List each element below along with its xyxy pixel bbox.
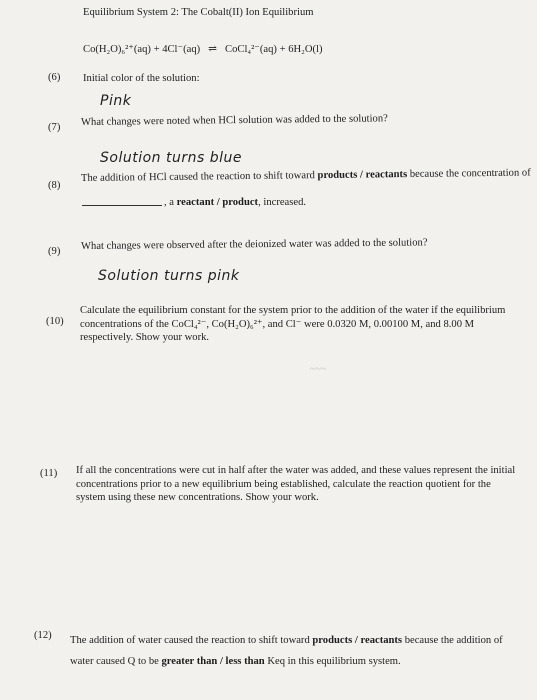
question-12-option-greater-less: greater than / less than <box>161 656 265 667</box>
question-11-text: If all the concentrations were cut in half after the water was added, and these values represent the initial concentrations prior to a new equilibrium being established, calculate the reaction quotient for the system using these new concentrations. Show your work. <box>76 465 516 503</box>
question-8-number: (8) <box>48 180 61 191</box>
question-12-option-products-reactants: products / reactants <box>312 635 403 646</box>
question-10-number: (10) <box>46 316 64 327</box>
faint-show-through-mark: ~~~ <box>310 364 327 375</box>
question-9-answer: Solution turns pink <box>98 268 240 284</box>
question-8-option-reactant-product: reactant / product <box>176 197 259 208</box>
question-8-line-1: The addition of HCl caused the reaction to shift toward products / reactants because the concentration of <box>80 167 531 184</box>
equation-products: CoCl₄²⁻(aq) + 6H₂O(l) <box>225 44 323 55</box>
question-7-number: (7) <box>48 122 61 133</box>
question-8-option-products-reactants: products / reactants <box>317 169 408 182</box>
equation-reactants: Co(H₂O)₆²⁺(aq) + 4Cl⁻(aq) <box>83 44 201 55</box>
question-10-text: Calculate the equilibrium constant for the system prior to the addition of the water if the equilibrium concentrations of the CoCl₄²⁻, Co(H₂O)₆²⁺, and Cl⁻ were 0.0320 M, 0.00100 M, and 8.00 M respectively. Show your work. <box>80 305 506 343</box>
question-7-answer: Solution turns blue <box>100 150 242 166</box>
question-12-number: (12) <box>34 630 52 641</box>
question-8-blank[interactable] <box>82 204 162 206</box>
question-12-text: The addition of water caused the reaction to shift toward products / reactants because the addition of water caused Q to be greater than / less than Keq in this equilibrium system. <box>70 635 503 667</box>
question-8-line-2: , a reactant / product, increased. <box>80 196 306 210</box>
question-6-answer: Pink <box>100 93 132 109</box>
question-11-number: (11) <box>40 468 58 479</box>
question-6-number: (6) <box>48 72 61 83</box>
question-6-text: Initial color of the solution: <box>83 73 200 84</box>
question-7-text: What changes were noted when HCl solution was added to the solution? <box>80 113 388 128</box>
equilibrium-arrow: ⇌ <box>208 44 218 55</box>
worksheet-title: Equilibrium System 2: The Cobalt(II) Ion Equilibrium <box>83 7 314 18</box>
question-9-text: What changes were observed after the deionized water was added to the solution? <box>80 237 428 252</box>
question-9-number: (9) <box>48 246 61 257</box>
equilibrium-equation <box>83 43 323 57</box>
